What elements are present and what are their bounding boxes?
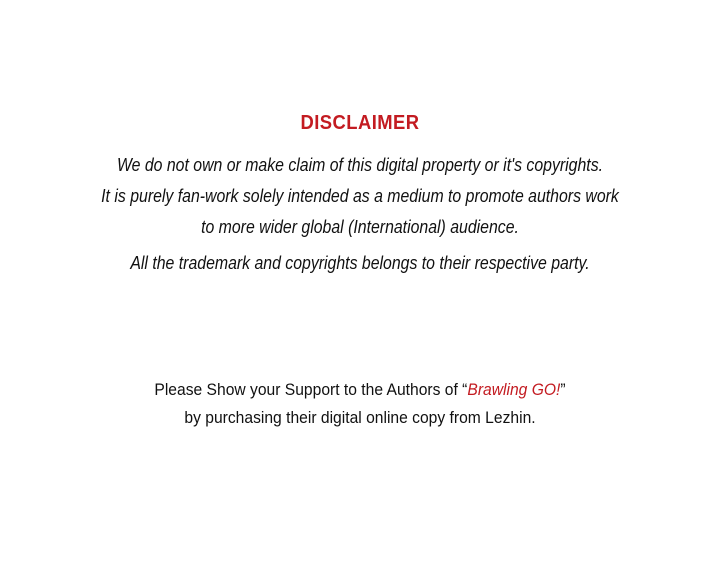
series-title: Brawling GO! <box>467 380 561 399</box>
support-line-1 <box>29 376 691 404</box>
disclaimer-line-3: to more wider global (International) audience. <box>201 217 519 237</box>
disclaimer-line-4: All the trademark and copyrights belongs to their respective party. <box>130 253 590 273</box>
disclaimer-line-1: We do not own or make claim of this digital property or it's copyrights. <box>116 155 604 175</box>
support-line-2: by purchasing their digital online copy from Lezhin. <box>184 408 536 427</box>
page-title: DISCLAIMER <box>300 112 420 134</box>
support-text-prefix: Please Show your Support to the Authors of “ <box>154 380 468 399</box>
support-message <box>0 376 720 432</box>
support-text-suffix: ” <box>560 380 566 399</box>
disclaimer-line-2: It is purely fan-work solely intended as a medium to promote authors work <box>101 186 619 206</box>
